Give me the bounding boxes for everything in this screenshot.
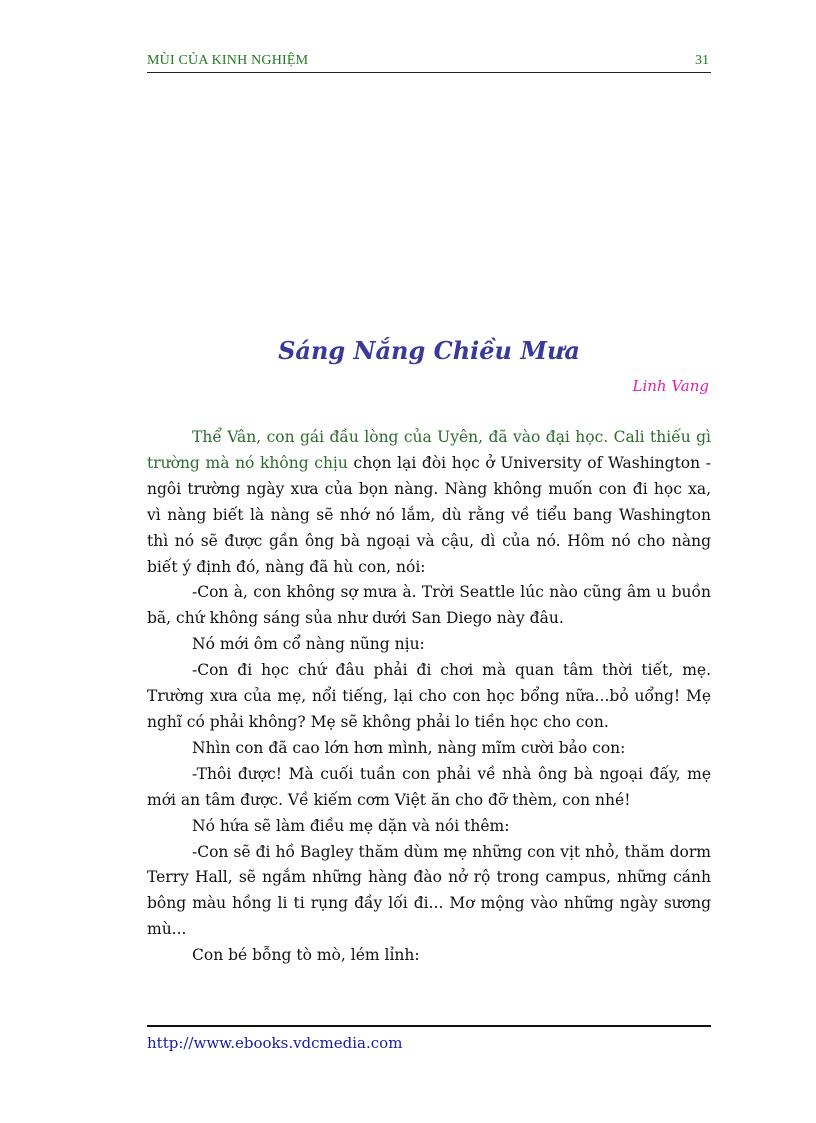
paragraph: Nó mới ôm cổ nàng nũng nịu: (192, 635, 425, 654)
footer-url-link[interactable]: http://www.ebooks.vdcmedia.com (147, 1034, 403, 1052)
paragraph: Con bé bỗng tò mò, lém lỉnh: (192, 946, 420, 965)
paragraph-text: chọn lại đòi học ở University of Washington -ngôi trường ngày xưa của bọn nàng. Nàng không muốn con đi học xa, vì nàng biết là nàng sẽ nhớ nó lắm, dù rằng về tiểu bang Washington thì nó sẽ được gần ông bà ngoại và cậu, dì của nó. Hôm nó cho nàng biết ý định đó, nàng đã hù con, nói: (147, 453, 711, 576)
paragraph: -Con sẽ đi hồ Bagley thăm dùm mẹ những con vịt nhỏ, thăm dorm Terry Hall, sẽ ngắm những hàng đào nở rộ trong campus, những cánh bông màu hồng li ti rụng đầy lối đi... Mơ mộng vào những ngày sương mù... (147, 842, 711, 939)
header-book-title: MÙI CỦA KINH NGHIỆM (147, 53, 309, 68)
article-title: Sáng Nắng Chiều Mưa (278, 336, 580, 365)
paragraph: -Con đi học chứ đâu phải đi chơi mà quan tâm thời tiết, mẹ. Trường xưa của mẹ, nổi tiếng, lại cho con học bổng nữa...bỏ uổng! Mẹ nghĩ có phải không? Mẹ sẽ không phải lo tiền học cho con. (147, 661, 711, 731)
running-header (147, 52, 711, 73)
page-number: 31 (695, 53, 709, 68)
paragraph: Nhìn con đã cao lớn hơn mình, nàng mĩm cười bảo con: (192, 738, 626, 757)
article-body (147, 425, 711, 969)
article-author: Linh Vang (632, 377, 709, 395)
highlighted-text: Thể Vân, con gái đầu lòng của Uyên, đã vào đại học. Cali thiếu gì trường mà nó không chịu (147, 428, 711, 472)
paragraph (147, 425, 711, 580)
paragraph: -Con à, con không sợ mưa à. Trời Seattle lúc nào cũng âm u buồn bã, chứ không sáng sủa như dưới San Diego này đâu. (147, 583, 711, 628)
paragraph: Nó hứa sẽ làm điều mẹ dặn và nói thêm: (192, 816, 510, 835)
footer-divider (147, 1025, 711, 1027)
paragraph: -Thôi được! Mà cuối tuần con phải về nhà ông bà ngoại đấy, mẹ mới an tâm được. Về kiếm cơm Việt ăn cho đỡ thèm, con nhé! (147, 764, 711, 809)
